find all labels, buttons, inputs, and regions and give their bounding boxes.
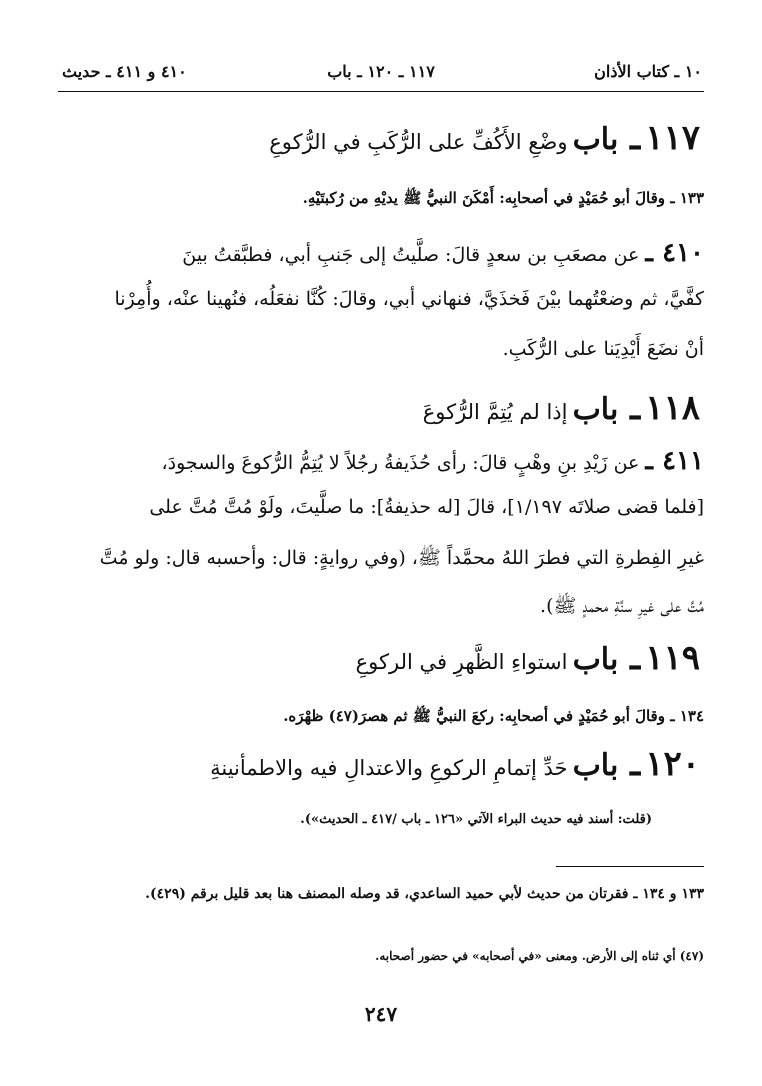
chapter-heading-117: ١١٧ ـ باب وضْعِ الأَكُفِّ على الرُّكَبِ في الرُّكوعِ — [269, 118, 700, 158]
chapter-heading-120: ١٢٠ ـ باب حَدِّ إتمامِ الركوعِ والاعتدالِ فيه والاطمأنينةِ — [210, 744, 700, 784]
chapter-bab: باب — [572, 392, 619, 427]
chapter-number: ١١٩ — [645, 638, 700, 678]
header-divider — [58, 91, 704, 92]
hadith-411-line-3: غيرِ الفِطرةِ التي فطرَ اللهُ محمَّداً ﷺ، (وفي روايةٍ: قال: وأحسبه قال: ولو مُتَّ — [99, 547, 704, 569]
chapter-number: ١١٧ — [645, 118, 700, 158]
footnote-47: (٤٧) أي ثناه إلى الأرض. ومعنى «في أصحابه» في حضور أصحابه. — [375, 949, 704, 963]
editor-note: (قلت: أسند فيه حديث البراء الآتي «١٢٦ ـ باب /٤١٧ ـ الحديث»). — [300, 812, 652, 827]
hadith-410-line-1: ٤١٠ ـ عن مصعَبِ بن سعدٍ قالَ: صلَّيتُ إلى جَنبِ أبي، فطبَّقتُ بينَ — [182, 238, 704, 268]
hadith-411-line-1: ٤١١ ـ عن زَيْدِ بنِ وهْبٍ قالَ: رأى حُذَيفةُ رجُلاً لا يُتِمُّ الرُّكوعَ والسجودَ، — [161, 446, 704, 476]
header-book-title: ١٠ ـ كتاب الأذان — [594, 62, 702, 81]
hadith-411-line-4: مُتَّ على غيرِ سنَّةِ محمدٍ ﷺ). — [540, 595, 704, 617]
hadith-number: ٤١١ ـ — [645, 446, 704, 476]
footnote-133-134: ١٣٣ و ١٣٤ ـ فقرتان من حديث لأبي حميد الساعدي، قد وصله المصنف هنا بعد قليل برقم (٤٢٩). — [145, 886, 704, 902]
footnote-divider — [556, 866, 704, 867]
chapter-bab: باب — [572, 748, 619, 783]
chapter-title: حَدِّ إتمامِ الركوعِ والاعتدالِ فيه والاطمأنينةِ — [210, 756, 568, 780]
chapter-number: ١٢٠ — [645, 744, 700, 784]
chapter-number: ١١٨ — [645, 388, 700, 428]
chapter-heading-118: ١١٨ ـ باب إذا لم يُتِمَّ الرُّكوعَ — [422, 388, 700, 428]
chapter-title: وضْعِ الأَكُفِّ على الرُّكَبِ في الرُّكوعِ — [269, 130, 568, 154]
hadith-411-line-2: [فلما قضى صلاتَه ١/١٩٧]، قالَ [له حذيفةُ]: ما صلَّيتَ، ولَوْ مُتَّ مُتَّ على — [149, 496, 704, 518]
chapter-bab: باب — [572, 642, 619, 677]
hadith-number: ٤١٠ ـ — [645, 238, 704, 268]
page-number: ٢٤٧ — [364, 1002, 398, 1026]
chapter-bab: باب — [572, 122, 619, 157]
athar-133: ١٣٣ ـ وقالَ أبو حُمَيْدٍ في أصحابِه: أَمْكَنَ النبيُّ ﷺ يديْهِ من رُكبتَيْهِ. — [302, 189, 704, 207]
chapter-title: إذا لم يُتِمَّ الرُّكوعَ — [422, 400, 568, 424]
chapter-title: استواءِ الظَّهرِ في الركوعِ — [355, 650, 568, 674]
header-chapter-range: ١١٧ ـ ١٢٠ ـ باب — [327, 62, 435, 81]
hadith-410-line-3: أنْ نضَعَ أَيْدِيَنا على الرُّكَبِ. — [502, 338, 704, 360]
athar-134: ١٣٤ ـ وقالَ أبو حُمَيْدٍ في أصحابِه: ركعَ النبيُّ ﷺ ثم هصرَ(٤٧) ظهْرَه. — [283, 707, 704, 725]
chapter-heading-119: ١١٩ ـ باب استواءِ الظَّهرِ في الركوعِ — [355, 638, 700, 678]
header-hadith-range: ٤١٠ و ٤١١ ـ حديث — [62, 62, 187, 81]
hadith-410-line-2: كفَّيَّ، ثم وضعْتُهما بيْنَ فَخذَيَّ، فنهاني أبي، وقالَ: كُنَّا نفعَلُه، فنُهينا عنْه، وأُمِرْنا — [114, 288, 704, 310]
